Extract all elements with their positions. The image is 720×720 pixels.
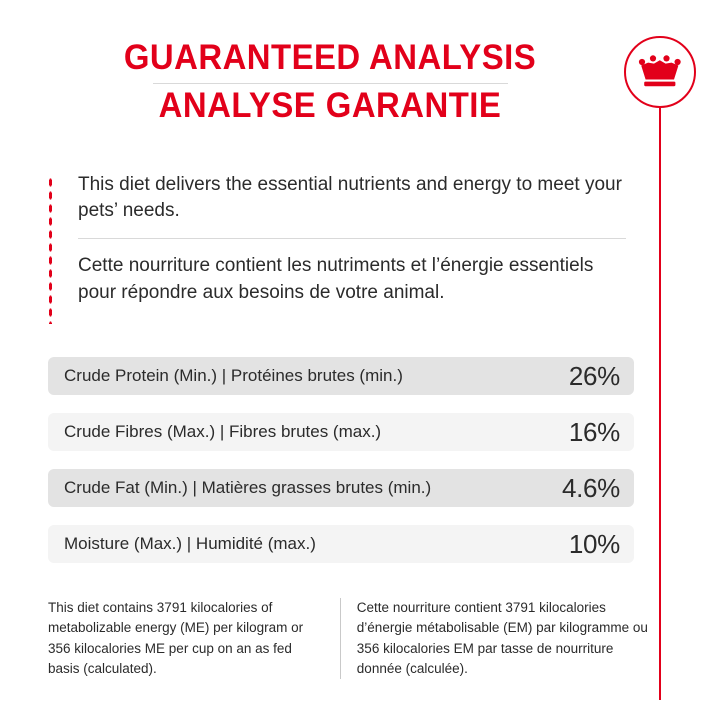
analysis-row [48,469,634,507]
analysis-row-value: 26% [568,360,620,391]
royal-canin-crown-logo-icon [624,36,696,108]
footnote-fr: Cette nourriture contient 3791 kilocalories d’énergie métabolisable (EM) par kilogramme ou 356 kilocalories EM par tasse de nourriture donnée (calculée). [356,600,648,676]
analysis-row-value: 10% [568,528,620,559]
analysis-rows [48,357,634,581]
page-header [60,40,600,125]
analysis-row [48,525,634,563]
analysis-row-value: 16% [568,416,620,447]
intro-text-group [78,172,628,306]
intro-block [48,172,628,306]
intro-divider [78,238,626,239]
footnotes [48,598,660,679]
analysis-row-label: Crude Fat (Min.) | Matières grasses brutes (min.) [64,478,432,497]
page-title-fr: ANALYSE GARANTIE [158,85,502,125]
analysis-row-label: Crude Protein (Min.) | Protéines brutes (min.) [64,366,403,385]
page-title-en: GUARANTEED ANALYSIS [123,38,537,77]
analysis-row-label: Moisture (Max.) | Humidité (max.) [64,534,316,553]
footnote-divider [340,598,341,679]
analysis-row [48,357,634,395]
analysis-row-value: 4.6% [561,472,620,503]
analysis-row [48,413,634,451]
analysis-row-label: Crude Fibres (Max.) | Fibres brutes (max.) [64,422,382,441]
intro-paragraph-en: This diet delivers the essential nutrients and energy to meet your pets’ needs. [78,174,622,222]
title-divider [153,83,508,84]
intro-paragraph-fr: Cette nourriture contient les nutriments et l’énergie essentiels pour répondre aux besoins de votre animal. [78,255,594,303]
dotted-rail-decoration [48,176,52,324]
footnote-en: This diet contains 3791 kilocalories of metabolizable energy (ME) per kilogram or 356 kilocalories ME per cup on an as fed basis (calculated). [48,600,304,676]
